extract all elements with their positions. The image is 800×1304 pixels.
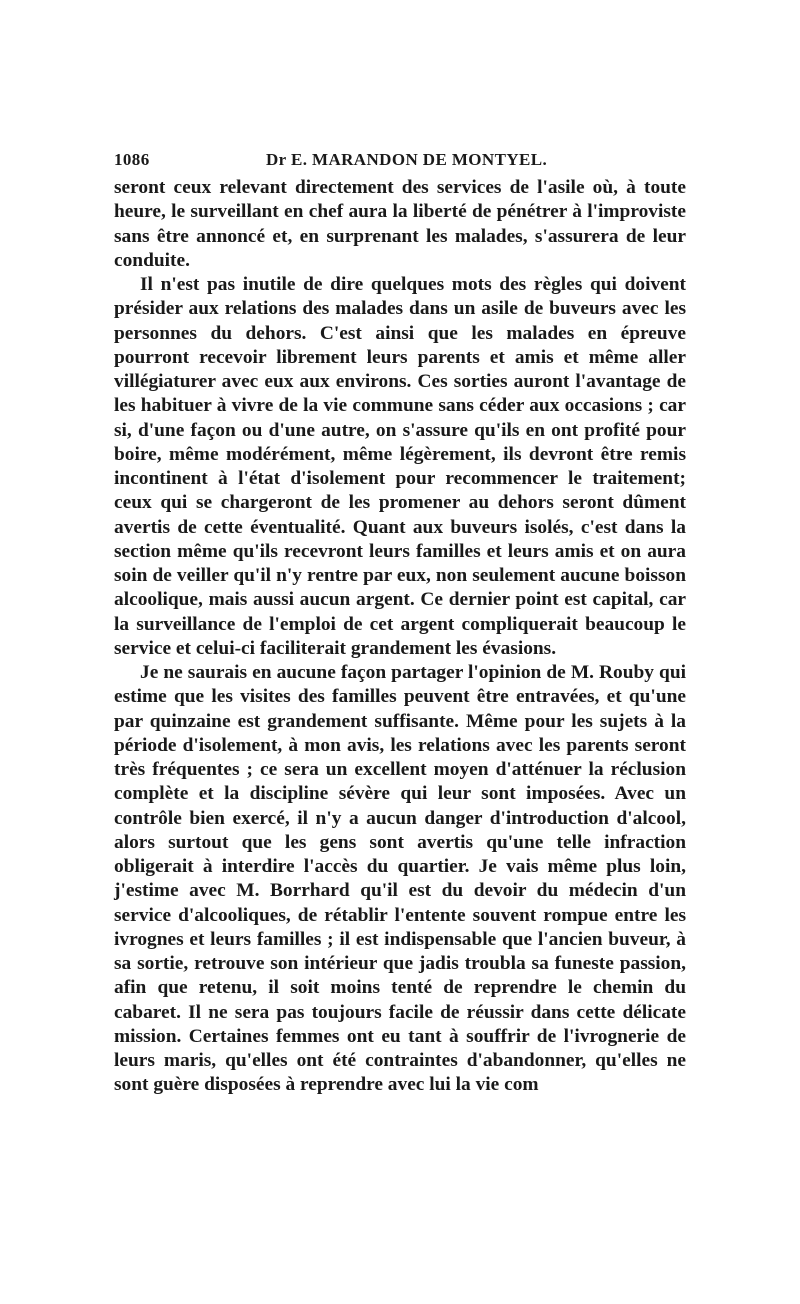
book-page — [114, 150, 686, 1098]
paragraph-visitors-rules: Il n'est pas inutile de dire quelques mots des règles qui doivent présider aux relations des malades dans un asile de buveurs avec les personnes du dehors. C'est ainsi que les malades en épreuve pourront recevoir librement leurs parents et amis et même aller villégiaturer avec eux aux environs. Ces sorties auront l'avantage de les habituer à vivre de la vie commune sans céder aux occasions ; car si, d'une façon ou d'une autre, on s'assure qu'ils en ont profité pour boire, même modérément, même légèrement, ils devront être remis incontinent à l'état d'isolement pour recommencer le traitement; ceux qui se chargeront de les promener au dehors seront dûment avertis de cette éventualité. Quant aux buveurs isolés, c'est dans la section même qu'ils recevront leurs familles et leurs amis et on aura soin de veiller qu'il n'y rentre par eux, non seulement aucune boisson alcoolique, mais aussi aucun argent. Ce dernier point est capital, car la surveillance de l'emploi de cet argent compliquerait beaucoup le service et celui-ci faciliterait grandement les évasions. — [114, 274, 686, 659]
page-number: 1086 — [114, 150, 150, 169]
running-head-author: Dr E. MARANDON DE MONTYEL. — [266, 150, 548, 169]
body-text — [114, 176, 686, 1098]
paragraph-family-visits: Je ne saurais en aucune façon partager l'opinion de M. Rouby qui estime que les visites des familles peuvent être entravées, et qu'une par quinzaine est grandement suffisante. Même pour les sujets à la période d'isolement, à mon avis, les relations avec les parents seront très fréquentes ; ce sera un excellent moyen d'atténuer la réclusion complète et la discipline sévère qui leur sont imposées. Avec un contrôle bien exercé, il n'y a aucun danger d'introduction d'alcool, alors surtout que les gens sont avertis qu'une telle infraction obligerait à interdire l'accès du quartier. Je vais même plus loin, j'estime avec M. Borrhard qu'il est du devoir du médecin d'un service d'alcooliques, de rétablir l'entente souvent rompue entre les ivrognes et leurs familles ; il est indispensable que l'ancien buveur, à sa sortie, retrouve son intérieur que jadis troubla sa funeste passion, afin que retenu, il soit moins tenté de reprendre le chemin du cabaret. Il ne sera pas toujours facile de réussir dans cette délicate mission. Certaines femmes ont eu tant à souffrir de l'ivrognerie de leurs maris, qu'elles ont été contraintes d'abandonner, qu'elles ne sont guère disposées à reprendre avec lui la vie com — [114, 662, 686, 1096]
paragraph-continuation: seront ceux relevant directement des services de l'asile où, à toute heure, le surveillant en chef aura la liberté de pénétrer à l'improviste sans être annoncé et, en surprenant les malades, s'assurera de leur conduite. — [114, 177, 686, 271]
running-head — [114, 150, 686, 176]
